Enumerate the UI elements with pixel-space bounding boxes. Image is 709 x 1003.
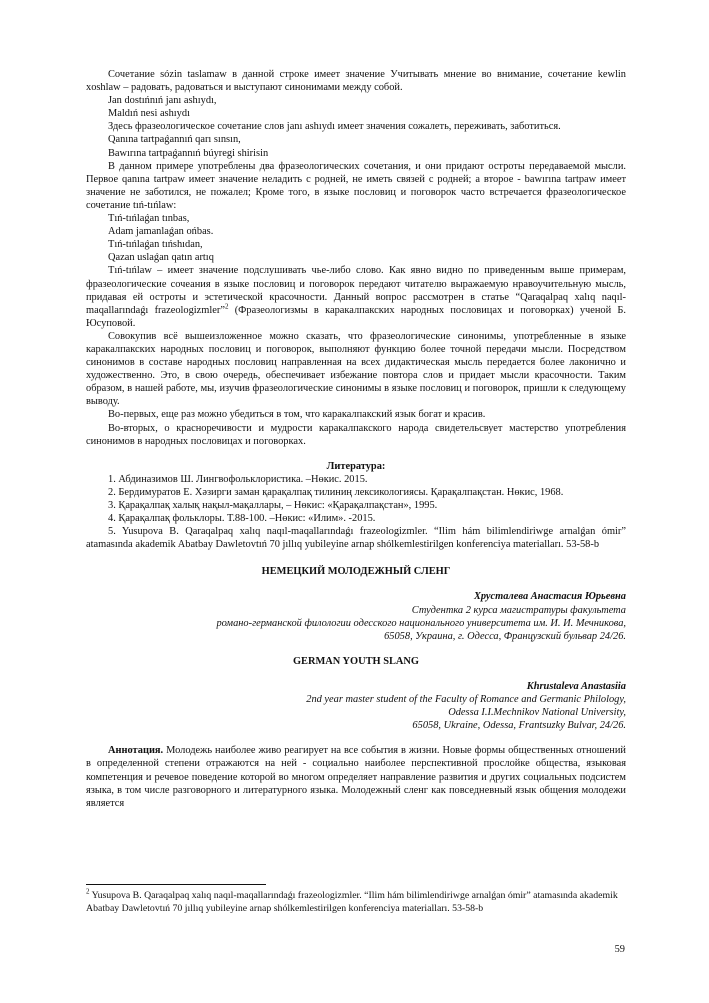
footnote-divider — [86, 884, 266, 885]
author-affiliation: Студентка 2 курса магистратуры факультета — [411, 604, 626, 616]
paragraph: Здесь фразеологическое сочетание слов janı ashıydı имеет значения сожалеть, переживать, заботиться. — [108, 121, 561, 133]
verse-line: Qanına tartpaǵannıń qarı sınsın, — [108, 134, 241, 146]
author-name-ru: Хрусталева Анастасия Юрьевна — [473, 591, 626, 603]
verse-line: Jan dostıńnıń janı ashıydı, — [108, 95, 217, 107]
paragraph: Во-вторых, о красноречивости и мудрости каракалпакского народа свидетельсвует мастерство употребления синонимов в народных пословицах и поговорках. — [86, 422, 626, 447]
page-body — [86, 68, 626, 810]
paragraph: Сочетание sózin taslamaw в данной строке имеет значение Учитывать мнение во внимание, сочетание kewlin xoshlaw – радовать, радоваться и выступают синонимами между собой. — [86, 69, 626, 94]
author-affiliation: 65058, Украина, г. Одесса, Французский бульвар 24/26. — [384, 630, 626, 642]
literature-item: 1. Абдиназимов Ш. Лингвофольклористика. –Нөкис. 2015. — [108, 473, 368, 485]
paragraph-text: (Фразеологизмы в каракалпакских народных пословицах и поговорках) ученой Б. Юсуповой. — [86, 304, 626, 329]
literature-item: 4. Қарақалпақ фольклоры. Т.88-100. –Нөкис: «Илим». -2015. — [108, 513, 376, 525]
author-affiliation: 65058, Ukraine, Odessa, Frantsuzky Bulvar, 24/26. — [412, 720, 626, 732]
literature-item: 3. Қарақалпақ халық нақыл-мақаллары, – Нөкис: «Қарақалпақстан», 1995. — [108, 500, 438, 511]
verse-line: Tıń-tıńlaǵan tınbas, — [108, 213, 190, 225]
literature-item: 2. Бердимуратов Е. Хәзирги заман қарақалпақ тилиниң лексикологиясы. Қарақалпақстан. Нөкис, 1968. — [108, 486, 564, 498]
article-title-en: GERMAN YOUTH SLANG — [292, 655, 420, 667]
author-affiliation: 2nd year master student of the Faculty of Romance and Germanic Philology, — [306, 694, 626, 706]
page-number: 59 — [614, 944, 625, 955]
verse-line: Maldıń nesi ashıydı — [108, 108, 190, 120]
footnote-text: Yusupova B. Qaraqalpaq xalıq naqıl-maqallarındaǵı frazeologizmler. “Ilim hám bilimlendiriwge arnalǵan ómir” atamasında akademik Abatbay Dawletovtıń 70 jıllıq yubileyine arnap shólkemlestirilgen konferenciya materialları. 53-58-b — [86, 890, 618, 914]
article-title-ru: НЕМЕЦКИЙ МОЛОДЕЖНЫЙ СЛЕНГ — [261, 566, 451, 578]
author-affiliation: Odessa I.I.Mechnikov National University, — [448, 707, 626, 719]
footnote-ref[interactable]: 2 — [224, 302, 229, 311]
abstract — [86, 744, 626, 809]
abstract-text: Молодежь наиболее живо реагирует на все события в жизни. Новые формы общественных отношений в определенной степени отражаются на ней - социально наиболее перспективной прослойке общества, языковая компетенция и речевое поведение которой во многом определяет направление развития и других социальных подсистем языка, в том числе разговорного и литературного языка. Молодежный сленг как повседневный язык общения молодежи является — [86, 745, 626, 809]
paragraph: Совокупив всё вышеизложенное можно сказать, что фразеологические синонимы, употребленные в языке каракалпакских народных пословиц и поговорок, выполняют функцию более точной передачи мысли. Посредством синонимов в составе народных пословиц направленная на всех дидактическая мысль передается более лаконично и художественно. Это, в свою очередь, обеспечивает избежание повтора слов и придает мысли красочности. Таким образом, в нашей работе, мы, изучив фразеологические синонимы в языке пословиц и поговорок, пришли к следующему выводу. — [86, 330, 626, 408]
footnote-mark: 2 — [86, 887, 90, 896]
verse-line: Bawırına tartpaǵannıń búyregi shirisin — [108, 147, 269, 159]
author-affiliation: романо-германской филологии одесского национального университета им. И. И. Мечникова, — [216, 617, 626, 629]
abstract-label: Аннотация. — [108, 745, 164, 757]
paragraph-text: Tıń-tıńlaw – имеет значение подслушивать чье-либо слово. Как явно видно по приведенным выше примерам, фразеологические сочеания в языке пословиц и поговорок передают читателю выражаемую нравоучительную мысль, придавая ей остроты и эстетической красочности. Данный вопрос рассмотрен в статье “Qaraqalpaq xalıq naqıl-maqallarındaǵı frazeologizmler” — [86, 265, 626, 316]
footnote — [86, 887, 626, 915]
paragraph — [86, 264, 626, 329]
verse-line: Tıń-tıńlaǵan tıńshıdan, — [108, 239, 203, 251]
verse-line: Qazan uslaǵan qatın artıq — [108, 252, 214, 264]
literature-item: 5. Yusupova B. Qaraqalpaq xalıq naqıl-maqallarındaǵı frazeologizmler. “Ilim hám bilimlendiriwge arnalǵan ómir” atamasında akademik Abatbay Dawletovtıń 70 jıllıq yubileyine arnap shólkemlestirilgen konferenciya materialları. 53-58-b — [86, 526, 626, 551]
literature-title: Литература: — [326, 460, 386, 472]
paragraph: Во-первых, еще раз можно убедиться в том, что каракалпакский язык богат и красив. — [108, 409, 486, 421]
paragraph: В данном примере употреблены два фразеологических сочетания, и они придают остроты передаваемой мысли. Первое qanına tartpaw имеет значение неладить с родней, не иметь связей с родней; а второе - bawırına tartpaw имеет значение не заботился, не пожалел; Кроме того, в языке пословиц и поговорок часто встречается фразеологическое сочетание tıń-tıńlaw: — [86, 160, 626, 211]
author-name-en: Khrustaleva Anastasiia — [526, 680, 626, 692]
verse-line: Adam jamanlaǵan ońbas. — [108, 226, 214, 238]
